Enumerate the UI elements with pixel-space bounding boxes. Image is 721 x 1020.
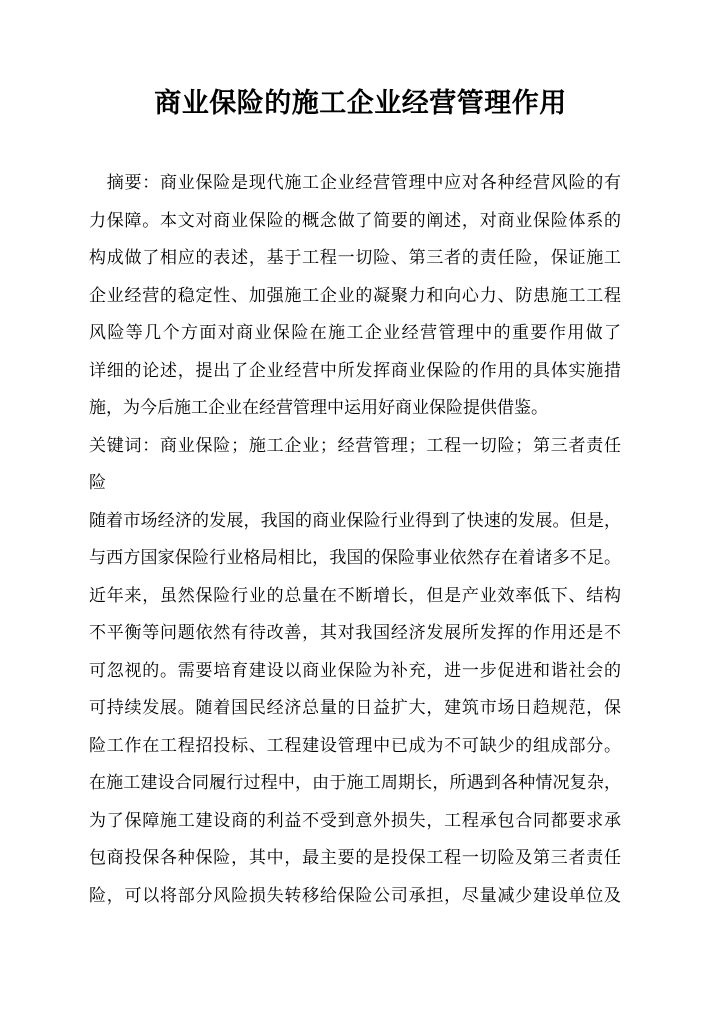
document-title: 商业保险的施工企业经营管理作用 (154, 88, 567, 118)
text-line: 力保障。本文对商业保险的概念做了简要的阐述，对商业保险体系的 (89, 210, 621, 230)
text-line: 不平衡等问题依然有待改善，其对我国经济发展所发挥的作用还是不 (89, 623, 621, 642)
text-line: 在施工建设合同履行过程中，由于施工周期长，所遇到各种情况复杂， (89, 773, 621, 792)
text-line: 可持续发展。随着国民经济总量的日益扩大，建筑市场日趋规范，保 (89, 698, 621, 717)
text-line: 关键词：商业保险；施工企业；经营管理；工程一切险；第三者责任 (89, 435, 621, 455)
text-line: 构成做了相应的表述，基于工程一切险、第三者的责任险，保证施工 (89, 248, 621, 267)
document-body (0, 164, 721, 914)
text-line: 企业经营的稳定性、加强施工企业的凝聚力和向心力、防患施工工程 (89, 285, 621, 305)
text-line: 施，为今后施工企业在经营管理中运用好商业保险提供借鉴。 (89, 398, 548, 417)
text-line: 为了保障施工建设商的利益不受到意外损失，工程承包合同都要求承 (89, 810, 621, 830)
text-line: 随着市场经济的发展，我国的商业保险行业得到了快速的发展。但是， (89, 510, 621, 530)
text-line: 险工作在工程招投标、工程建设管理中已成为不可缺少的组成部分。 (89, 735, 621, 755)
text-line: 与西方国家保险行业格局相比，我国的保险事业依然存在着诸多不足。 (89, 548, 621, 567)
text-line: 包商投保各种保险，其中，最主要的是投保工程一切险及第三者责任 (89, 848, 621, 867)
text-line: 可忽视的。需要培育建设以商业保险为补充，进一步促进和谐社会的 (89, 660, 621, 680)
text-line: 摘要：商业保险是现代施工企业经营管理中应对各种经营风险的有 (89, 173, 621, 192)
text-line: 风险等几个方面对商业保险在施工企业经营管理中的重要作用做了 (89, 323, 621, 342)
text-line: 详细的论述，提出了企业经营中所发挥商业保险的作用的具体实施措 (89, 360, 621, 380)
text-line: 险，可以将部分风险损失转移给保险公司承担，尽量减少建设单位及 (89, 885, 621, 905)
text-line: 近年来，虽然保险行业的总量在不断增长，但是产业效率低下、结构 (89, 585, 621, 605)
text-line: 险 (89, 473, 106, 492)
